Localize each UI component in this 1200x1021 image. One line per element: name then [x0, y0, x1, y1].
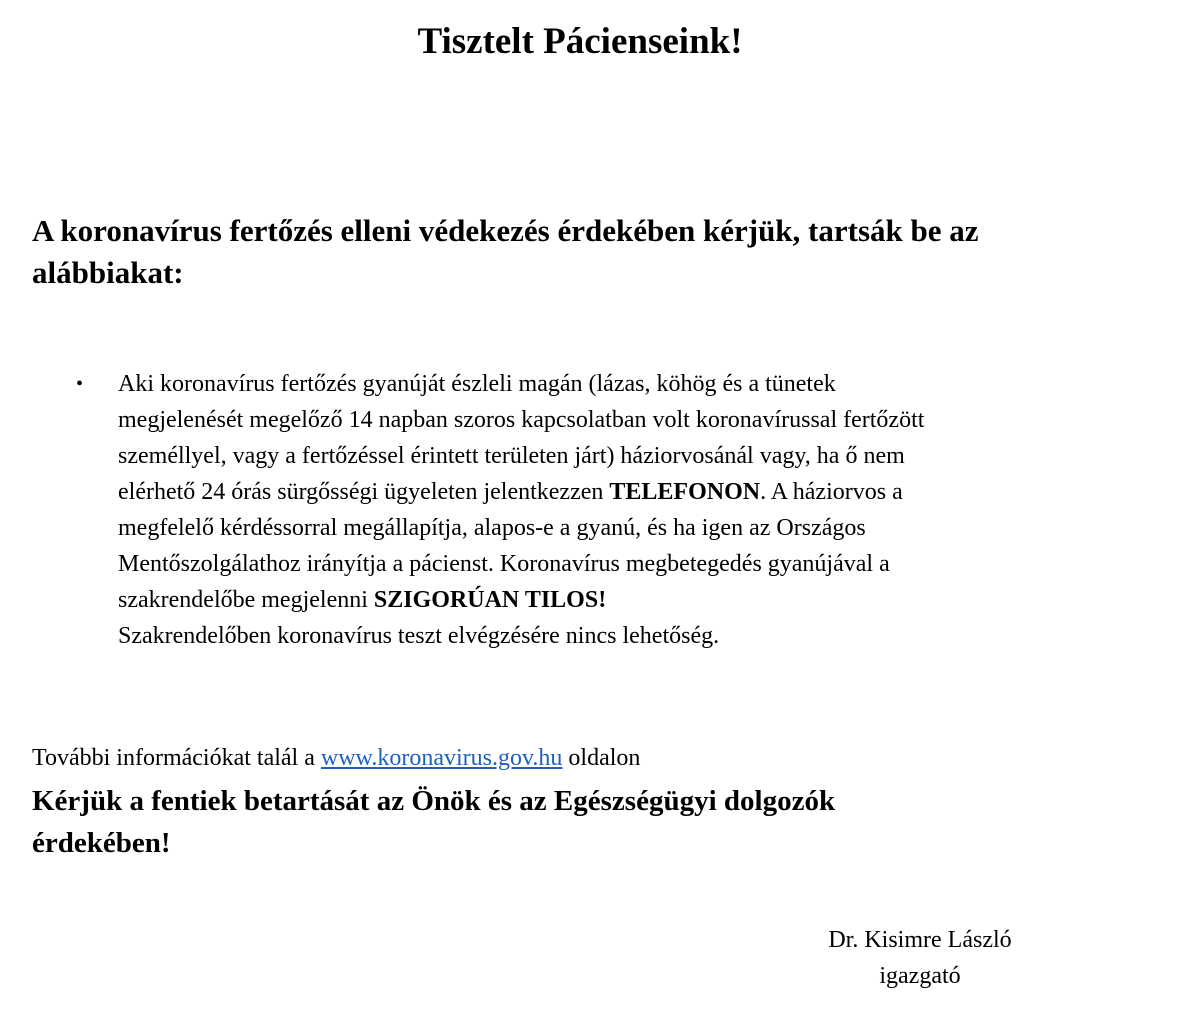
bullet-line-2: megjelenését megelőző 14 napban szoros kapcsolatban volt koronavírussal fertőzött: [118, 407, 925, 433]
closing-line-1: Kérjük a fentiek betartását az Önök és az Egészségügyi dolgozók: [32, 785, 836, 817]
bullet-line-4-text: elérhető 24 órás sürgősségi ügyeleten jelentkezzen: [118, 479, 610, 505]
page-title: Tisztelt Pácienseink!: [417, 21, 743, 62]
signature-name: Dr. Kisimre László: [828, 927, 1012, 953]
signature-role: igazgató: [879, 963, 961, 989]
bullet-line-1: Aki koronavírus fertőzés gyanúját észleli magán (lázas, köhög és a tünetek: [118, 371, 836, 397]
heading-line-1: A koronavírus fertőzés elleni védekezés érdekében kérjük, tartsák be az: [32, 213, 979, 248]
closing-request: [32, 780, 1032, 864]
bullet-line-7-text: szakrendelőbe megjelenni: [118, 587, 374, 613]
instructions-heading: [32, 210, 1142, 294]
bullet-line-5: megfelelő kérdéssorral megállapítja, alapos-e a gyanú, és ha igen az Országos: [118, 515, 866, 541]
info-text: További információkat talál a: [32, 745, 321, 771]
bullet-icon: •: [76, 373, 84, 395]
strictly-forbidden-emphasis: SZIGORÚAN TILOS!: [373, 587, 607, 613]
telefonon-emphasis: TELEFONON: [609, 479, 761, 505]
bullet-line-4-end: . A háziorvos a: [760, 479, 903, 505]
bullet-line-3: személlyel, vagy a fertőzéssel érintett területen járt) háziorvosánál vagy, ha ő nem: [118, 443, 905, 469]
bullet-line-6: Mentőszolgálathoz irányítja a pácienst. Koronavírus megbetegedés gyanújával a: [118, 551, 890, 577]
bullet-paragraph: [118, 366, 1118, 654]
info-line: [32, 740, 640, 776]
closing-line-2: érdekében!: [32, 827, 171, 859]
bullet-line-8: Szakrendelőben koronavírus teszt elvégzésére nincs lehetőség.: [118, 623, 720, 649]
bullet-line-4: [118, 474, 1118, 510]
info-text-end: oldalon: [562, 745, 641, 771]
koronavirus-link[interactable]: www.koronavirus.gov.hu: [320, 745, 563, 771]
heading-line-2: alábbiakat:: [32, 255, 184, 290]
bullet-line-7: [118, 582, 1118, 618]
signature-block: [760, 922, 1080, 994]
